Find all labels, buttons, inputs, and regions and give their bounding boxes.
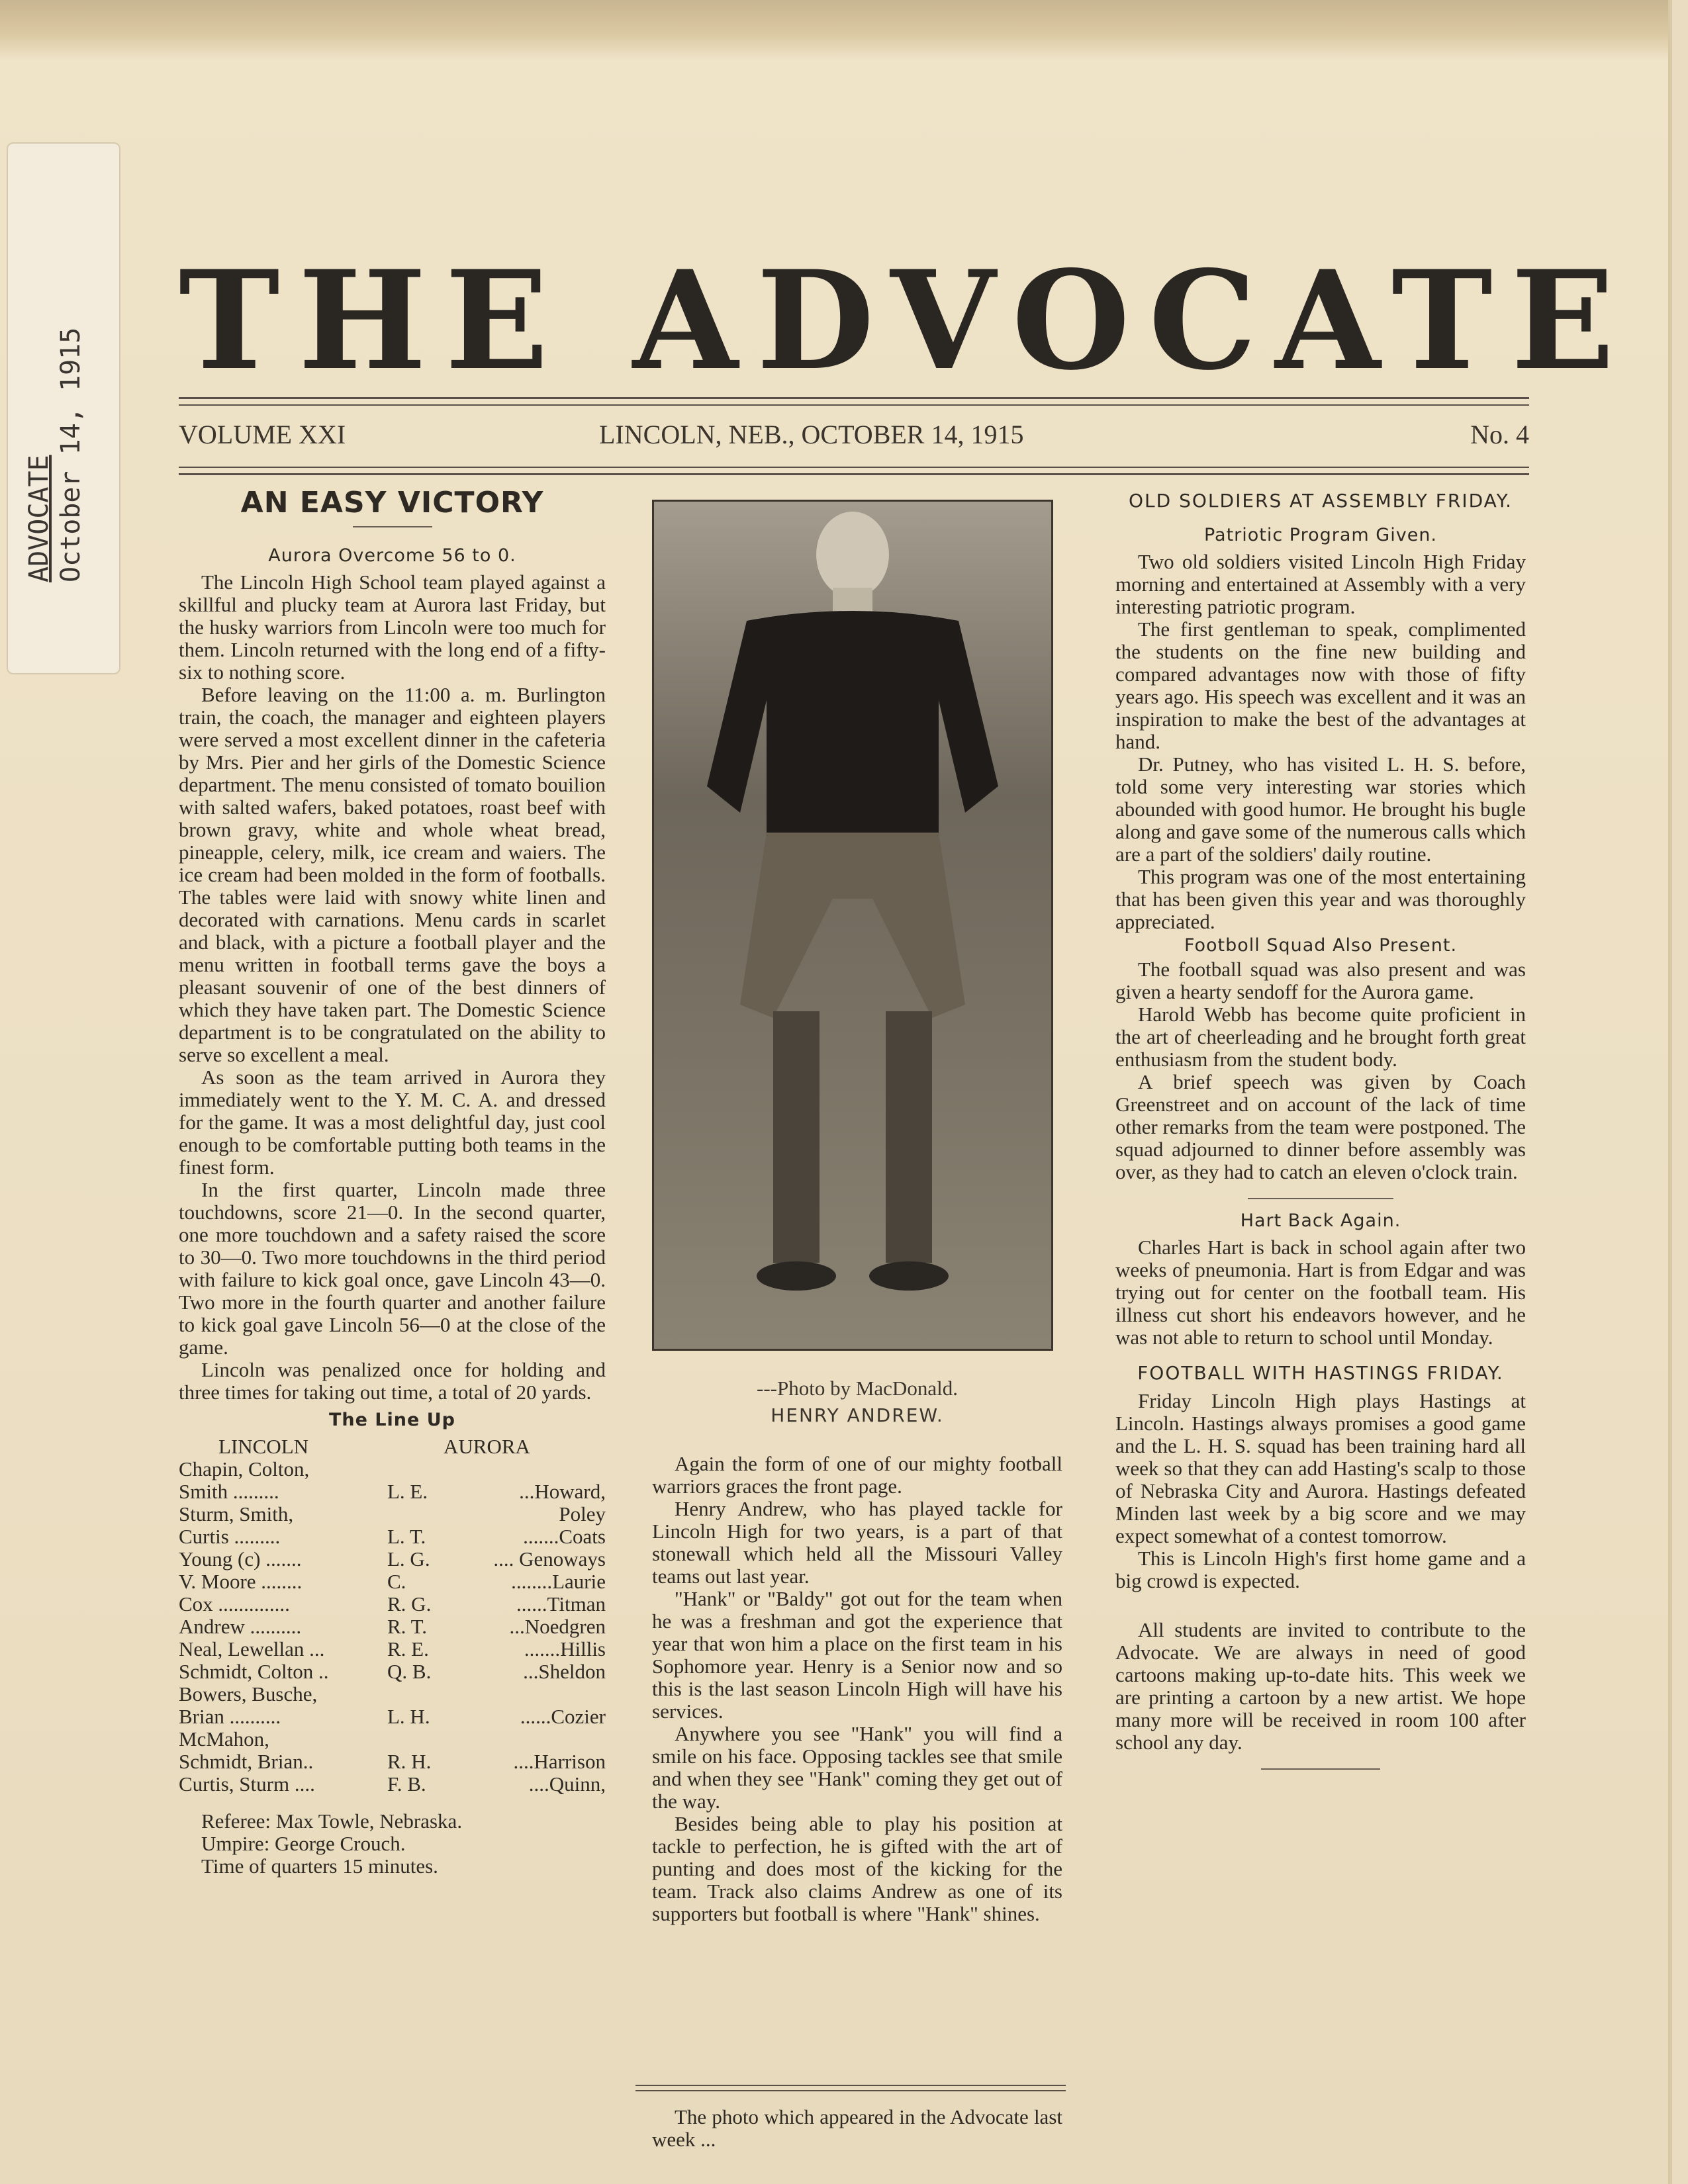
lineup-position: L. G. (387, 1547, 430, 1570)
column-1 (179, 486, 606, 1878)
article2-paragraph: "Hank" or "Baldy" got out for the team when he was a freshman and got the experience that year that won him a place on the first team in his Sophomore year. Henry is a Senior now and so this is the last season Lincoln High will have his services. (652, 1587, 1062, 1723)
lineup-row (179, 1503, 606, 1525)
lineup-head-lincoln: LINCOLN (218, 1435, 309, 1458)
section-rule (1248, 1198, 1393, 1199)
article3-paragraph: This program was one of the most entertaining that has been given this year and was thoroughly appreciated. (1115, 865, 1526, 933)
article3-paragraph: The football squad was also present and was given a hearty sendoff for the Aurora game. (1115, 958, 1526, 1003)
lineup-lincoln-player: Smith ......... (179, 1480, 279, 1503)
lineup-position: C. (387, 1570, 406, 1593)
player-photo (652, 500, 1053, 1351)
article2-continued-text: The photo which appeared in the Advocate last week ... (652, 2105, 1062, 2151)
officials-line: Referee: Max Towle, Nebraska. (201, 1809, 463, 1833)
lineup-header-row (179, 1435, 606, 1458)
football-player-photo-icon (654, 502, 1051, 1349)
place-date-label: LINCOLN, NEB., OCTOBER 14, 1915 (599, 420, 1024, 449)
lineup-lincoln-player: Andrew .......... (179, 1615, 302, 1638)
lineup-row (179, 1706, 606, 1728)
lineup-aurora-player: Poley (559, 1502, 606, 1525)
column-2-continued (652, 2106, 1062, 2151)
lineup-row (179, 1661, 606, 1683)
lineup-lincoln-player: Curtis ......... (179, 1525, 281, 1548)
lineup-row (179, 1570, 606, 1593)
lineup-row (179, 1773, 606, 1796)
lineup-lincoln-player: Schmidt, Colton .. (179, 1660, 329, 1683)
article3-paragraph: A brief speech was given by Coach Greenstreet and on account of the lack of time other remarks from the team were postponed. The squad adjourned to dinner before assembly was over, as they had to catch an eleven o'clock train. (1115, 1070, 1526, 1183)
article3-paragraph: Two old soldiers visited Lincoln High Friday morning and entertained at Assembly with a very interesting patriotic program. (1115, 550, 1526, 618)
lineup-position: R. T. (387, 1615, 428, 1638)
masthead-rule-top (179, 397, 1529, 406)
lineup-lincoln-player: Young (c) ....... (179, 1547, 302, 1570)
masthead-title: THE ADVOCATE (179, 242, 1633, 400)
article2-paragraph: Again the form of one of our mighty football warriors graces the front page. (652, 1452, 1062, 1498)
article4-headline: Hart Back Again. (1240, 1210, 1401, 1231)
article3-subhead: Patriotic Program Given. (1203, 525, 1438, 545)
lineup-lincoln-player: Sturm, Smith, (179, 1502, 294, 1525)
photo-caption (652, 1377, 1062, 1426)
archive-label-title: ADVOCATE (24, 455, 54, 582)
lineup-position: R. H. (387, 1750, 432, 1773)
lineup-aurora-player: ....Quinn, (528, 1772, 606, 1796)
lineup-aurora-player: ...Howard, (519, 1480, 606, 1503)
lineup-aurora-player: ...Noedgren (509, 1615, 606, 1638)
lineup-aurora-player: ......Cozier (520, 1705, 606, 1728)
article3-subhead-2: Footboll Squad Also Present. (1184, 935, 1458, 956)
lineup-lincoln-player: McMahon, (179, 1727, 269, 1751)
lineup-position: L. T. (387, 1525, 426, 1548)
lineup-lincoln-player: Brian .......... (179, 1705, 281, 1728)
article2-paragraph: Anywhere you see "Hank" you will find a smile on his face. Opposing tackles see that smile and when they see "Hank" coming they get out of the way. (652, 1722, 1062, 1813)
lineup-aurora-player: .......Coats (523, 1525, 606, 1548)
article1-paragraph: Lincoln was penalized once for holding and three times for taking out time, a total of 20 yards. (179, 1358, 606, 1404)
lineup-lincoln-player: Neal, Lewellan ... (179, 1637, 325, 1661)
lineup-row (179, 1615, 606, 1638)
archive-label-date: October 14, 1915 (56, 327, 86, 582)
lineup-row (179, 1638, 606, 1661)
lineup-row (179, 1525, 606, 1548)
lineup-row (179, 1683, 606, 1706)
lineup-aurora-player: .... Genoways (493, 1547, 606, 1570)
article6-paragraph: All students are invited to contribute to the Advocate. We are always in need of good cartoons making up-to-date hits. This week we are printing a cartoon by a new artist. We hope many more will be received in room 100 after school any day. (1115, 1618, 1526, 1754)
photo-subject-name: HENRY ANDREW. (771, 1404, 944, 1426)
lineup-position: R. E. (387, 1637, 429, 1661)
section-rule (1261, 1768, 1380, 1770)
lineup-aurora-player: .......Hillis (524, 1637, 606, 1661)
lineup-row (179, 1480, 606, 1503)
officials-line: Umpire: George Crouch. (201, 1832, 406, 1855)
lineup-position: L. H. (387, 1705, 430, 1728)
lineup-aurora-player: ....Harrison (513, 1750, 606, 1773)
article5-paragraph: Friday Lincoln High plays Hastings at Lincoln. Hastings always promises a good game and the L. H. S. squad has been training hard all week so that they can add Hasting's scalp to those of Nebraska City and Aurora. Hastings defeated Minden last week by a big score and we may expect somewhat of a contest tomorrow. (1115, 1389, 1526, 1547)
lineup-row (179, 1593, 606, 1615)
article3-paragraph: Harold Webb has become quite proficient in the art of cheerleading and he brought forth great enthusiasm from the student body. (1115, 1003, 1526, 1071)
lineup-aurora-player: ...Sheldon (523, 1660, 606, 1683)
volume-label: VOLUME XXI (179, 420, 346, 449)
article3-paragraph: The first gentleman to speak, complimented the students on the fine new building and compared advantages now with those of fifty years ago. His speech was excellent and it was an inspiration to make the best of the advantages at hand. (1115, 617, 1526, 753)
lineup-position: Q. B. (387, 1660, 432, 1683)
article5-paragraph: This is Lincoln High's first home game and a big crowd is expected. (1115, 1547, 1526, 1592)
article4-paragraph: Charles Hart is back in school again after two weeks of pneumonia. Hart is from Edgar and was trying out for center on the football team. His illness cut short his endeavors however, and he was not able to return to school until Monday. (1115, 1236, 1526, 1349)
lineup-title: The Line Up (329, 1410, 455, 1430)
column-2-bottom-rule (635, 2085, 1066, 2091)
lineup-lincoln-player: Cox .............. (179, 1592, 290, 1615)
lineup-lincoln-player: Bowers, Busche, (179, 1682, 318, 1706)
headline-rule (353, 526, 432, 527)
lineup-row (179, 1751, 606, 1773)
lineup-row (179, 1458, 606, 1480)
article1-paragraph: In the first quarter, Lincoln made three touchdowns, score 21—0. In the second quarter, one more touchdown and a safety raised the score to 30—0. Two more touchdowns in the third period with failure to kick goal once, gave Lincoln 43—0. Two more in the fourth quarter and another failure to kick goal gave Lincoln 56—0 at the close of the game. (179, 1178, 606, 1359)
article1-headline: AN EASY VICTORY (240, 486, 544, 520)
dateline (179, 414, 1529, 453)
article3-headline: OLD SOLDIERS AT ASSEMBLY FRIDAY. (1129, 490, 1513, 512)
article1-subhead: Aurora Overcome 56 to 0. (268, 545, 516, 566)
lineup-aurora-player: ........Laurie (511, 1570, 606, 1593)
officials-line: Time of quarters 15 minutes. (201, 1854, 438, 1878)
article2-paragraph: Besides being able to play his position at tackle to perfection, he is gifted with the art of punting and does most of the kicking for the team. Track also claims Andrew as one of its supporters but football is where "Hank" shines. (652, 1812, 1062, 1925)
lineup-row (179, 1548, 606, 1570)
article2-paragraph: Henry Andrew, who has played tackle for Lincoln High for two years, is a part of that stonewall which held all the Missouri Valley teams out last year. (652, 1497, 1062, 1588)
torn-top-edge (0, 0, 1668, 60)
lineup-position: F. B. (387, 1772, 426, 1796)
masthead-rule-bottom (179, 467, 1529, 475)
lineup-head-aurora: AURORA (444, 1435, 530, 1458)
photo-credit: ---Photo by MacDonald. (757, 1377, 958, 1400)
lineup-lincoln-player: Schmidt, Brian.. (179, 1750, 314, 1773)
column-2 (652, 1453, 1062, 1925)
article1-paragraph: The Lincoln High School team played against a skillful and plucky team at Aurora last Friday, but the husky warriors from Lincoln were too much for them. Lincoln returned with the long end of a fifty-six to nothing score. (179, 570, 606, 684)
lineup-row (179, 1728, 606, 1751)
issue-number: No. 4 (1470, 420, 1529, 449)
column-3 (1115, 490, 1526, 1780)
lineup-aurora-player: ......Titman (516, 1592, 606, 1615)
archive-label-text (23, 79, 89, 582)
article5-headline: FOOTBALL WITH HASTINGS FRIDAY. (1137, 1362, 1504, 1384)
article1-paragraph: As soon as the team arrived in Aurora they immediately went to the Y. M. C. A. and dressed for the game. It was a most delightful day, just cool enough to be comfortable putting both teams in the finest form. (179, 1066, 606, 1179)
lineup-table (179, 1435, 606, 1796)
article1-paragraph: Before leaving on the 11:00 a. m. Burlington train, the coach, the manager and eighteen players were served a most excellent dinner in the cafeteria by Mrs. Pier and her girls of the Domestic Science department. The menu consisted of tomato bouilion with salted wafers, baked potatoes, roast beef with brown gravy, white and whole wheat bread, pineapple, celery, milk, ice cream and waiers. The ice cream had been molded in the form of footballs. The tables were laid with snowy white linen and decorated with carnations. Menu cards in scarlet and black, with a picture a football player and the menu written in football terms gave the boys a pleasant souvenir of one of the best dinners of which they have taken part. The Domestic Science department is to be congratulated on the ability to serve so excellent a meal. (179, 683, 606, 1066)
lineup-position: R. G. (387, 1592, 432, 1615)
lineup-lincoln-player: Curtis, Sturm .... (179, 1772, 315, 1796)
lineup-position: L. E. (387, 1480, 428, 1503)
article3-paragraph: Dr. Putney, who has visited L. H. S. before, told some very interesting war stories which abounded with good humor. He brought his bugle along and gave some of the numerous calls which are a part of the soldiers' daily routine. (1115, 752, 1526, 866)
lineup-lincoln-player: Chapin, Colton, (179, 1457, 310, 1480)
lineup-lincoln-player: V. Moore ........ (179, 1570, 303, 1593)
